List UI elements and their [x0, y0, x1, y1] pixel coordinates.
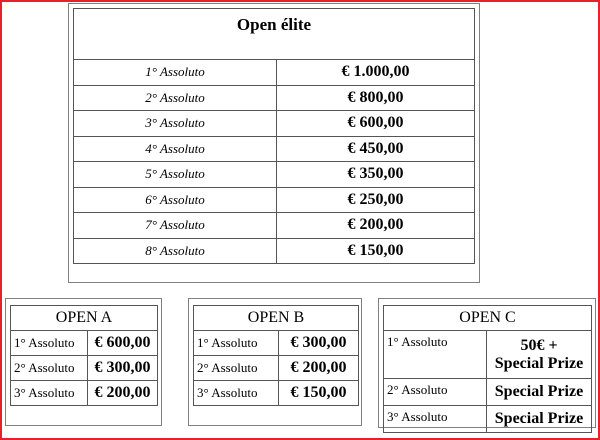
open-c-title: OPEN C [384, 306, 592, 331]
table-row [11, 381, 158, 406]
position-label: 7° Assoluto [74, 213, 277, 239]
table-row [74, 85, 475, 111]
prize-value: Special Prize [487, 379, 592, 406]
prize-value: € 150,00 [279, 381, 359, 406]
open-c-box [378, 298, 596, 428]
table-row [194, 381, 359, 406]
prize-value: € 200,00 [279, 356, 359, 381]
prize-special-line: Special Prize [494, 354, 584, 372]
table-row [74, 136, 475, 162]
table-row [194, 356, 359, 381]
position-label: 3° Assoluto [194, 381, 279, 406]
position-label: 2° Assoluto [11, 356, 88, 381]
position-label: 2° Assoluto [384, 379, 487, 406]
table-row [194, 331, 359, 356]
position-label: 3° Assoluto [74, 111, 277, 137]
prize-value: € 350,00 [277, 162, 475, 188]
open-elite-box [68, 3, 480, 283]
prize-value: € 300,00 [88, 356, 158, 381]
prize-value: € 250,00 [277, 187, 475, 213]
open-a-table [10, 305, 158, 406]
open-elite-title: Open élite [74, 9, 475, 60]
position-label: 6° Assoluto [74, 187, 277, 213]
open-b-title: OPEN B [194, 306, 359, 331]
open-elite-table [73, 8, 475, 264]
prize-value [487, 331, 592, 379]
prize-value: € 600,00 [277, 111, 475, 137]
open-a-box [5, 298, 162, 426]
prize-value: € 200,00 [88, 381, 158, 406]
prize-value: € 1.000,00 [277, 60, 475, 86]
table-row [74, 238, 475, 264]
table-row [11, 331, 158, 356]
table-row [74, 162, 475, 188]
table-row [11, 356, 158, 381]
prize-value: € 800,00 [277, 85, 475, 111]
prize-value: € 450,00 [277, 136, 475, 162]
prize-amount-line: 50€ + [520, 336, 558, 354]
position-label: 1° Assoluto [384, 331, 487, 379]
prize-value: € 200,00 [277, 213, 475, 239]
position-label: 3° Assoluto [11, 381, 88, 406]
open-b-table [193, 305, 359, 406]
open-c-table [383, 305, 592, 433]
prize-value: € 300,00 [279, 331, 359, 356]
table-row [74, 111, 475, 137]
table-row [74, 60, 475, 86]
position-label: 8° Assoluto [74, 238, 277, 264]
table-row [74, 213, 475, 239]
position-label: 2° Assoluto [194, 356, 279, 381]
open-a-title: OPEN A [11, 306, 158, 331]
table-row [384, 406, 592, 433]
position-label: 1° Assoluto [11, 331, 88, 356]
position-label: 1° Assoluto [194, 331, 279, 356]
prize-value: € 150,00 [277, 238, 475, 264]
prize-value: € 600,00 [88, 331, 158, 356]
position-label: 3° Assoluto [384, 406, 487, 433]
prize-value: Special Prize [487, 406, 592, 433]
position-label: 1° Assoluto [74, 60, 277, 86]
table-row [74, 187, 475, 213]
table-row [384, 331, 592, 379]
table-row [384, 379, 592, 406]
open-b-box [188, 298, 362, 426]
position-label: 4° Assoluto [74, 136, 277, 162]
position-label: 2° Assoluto [74, 85, 277, 111]
position-label: 5° Assoluto [74, 162, 277, 188]
